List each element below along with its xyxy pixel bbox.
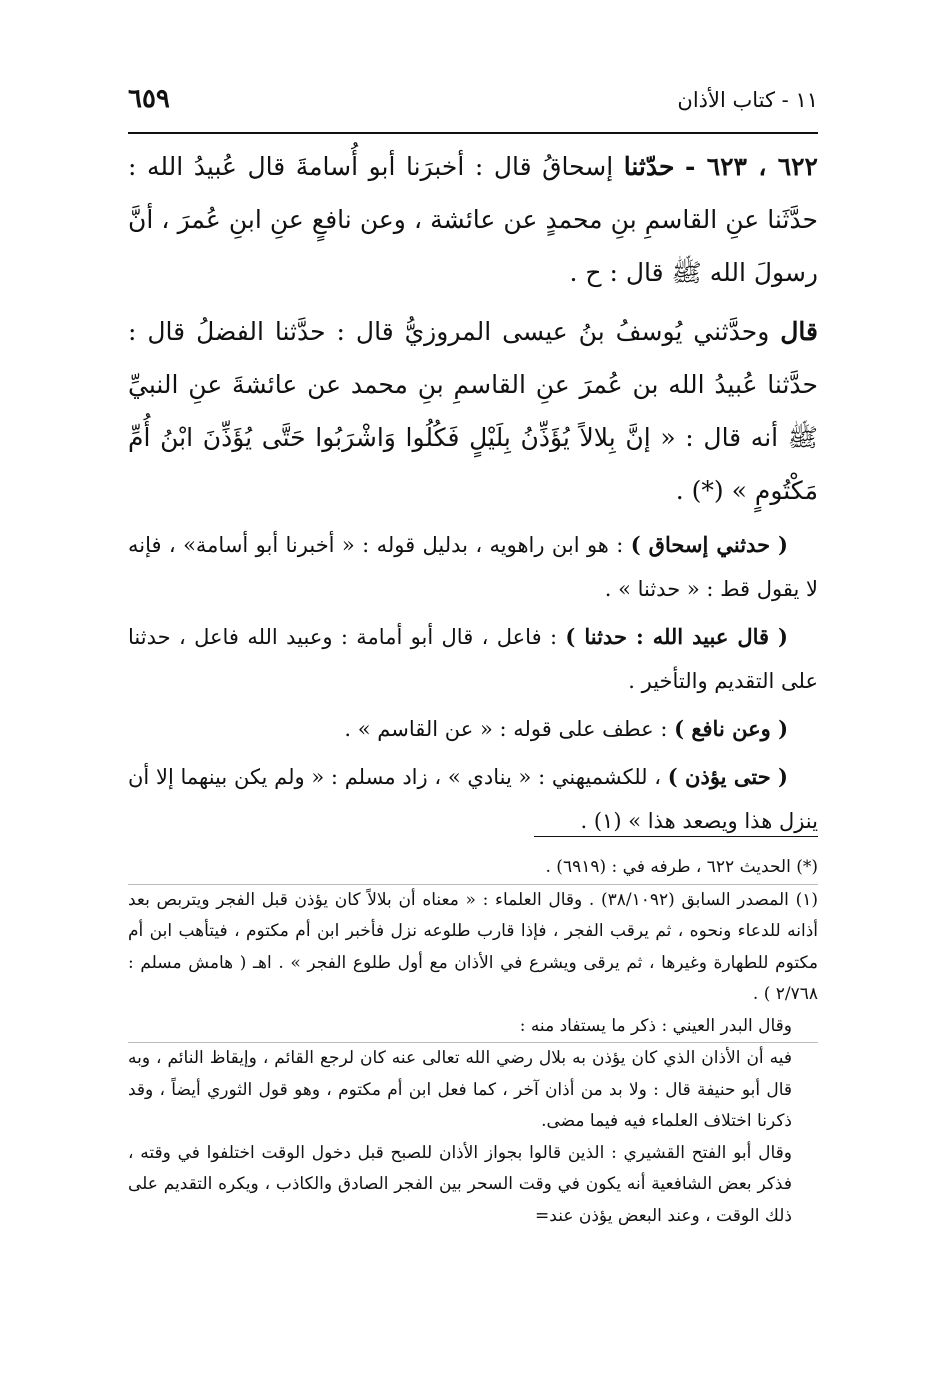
footnote-1-paragraph: فيه أن الأذان الذي كان يؤذن به بلال رضي الله تعالى عنه كان لرجع القائم ، وإيقاظ النائم ، وبه قال أبو حنيفة قال : ولا بد من أذان آخر ، كما فعل ابن أم مكتوم ، وهو قول الثوري أيضاً ، وقد ذكرنا اختلاف العلماء فيه فيما مضى. (128, 1048, 792, 1131)
hadith-lead-word-2: قال (780, 317, 818, 346)
commentary-text: : هو ابن راهويه ، بدليل قوله : « أخبرنا أبو أسامة» ، فإنه لا يقول قط : « حدثنا » . (128, 533, 818, 601)
hadith-paragraph-1 (128, 140, 818, 299)
chapter-title: ١١ - كتاب الأذان (677, 88, 818, 112)
running-header (128, 82, 818, 122)
main-text (128, 140, 818, 847)
hadith-lead-word: حدّثنا (623, 152, 675, 181)
hadith-text-2: وحدَّثني يُوسفُ بنُ عيسى المروزيُّ قال : حدَّثنا الفضلُ قال : حدَّثنا عُبيدُ الله بن عُمرَ عنِ القاسمِ بنِ محمد عن عائشةَ عنِ النبيِّ ﷺ أنه قال : « إنَّ بِلالاً يُؤَذِّنُ بِلَيْلٍ فَكُلُوا وَاشْرَبُوا حَتَّى يُؤَذِّنَ ابْنُ أُمِّ مَكْتُومٍ » (*) . (128, 317, 818, 505)
footnote-separator (534, 836, 818, 837)
hadith-paragraph-2 (128, 305, 818, 517)
commentary-item (128, 755, 818, 843)
commentary-item (128, 615, 818, 703)
commentary-heading: ( حدثني إسحاق ) (630, 532, 788, 557)
commentary-heading: ( وعن نافع ) (674, 716, 788, 741)
footnote-1-paragraph: وقال أبو الفتح القشيري : الذين قالوا بجواز الأذان للصبح قبل دخول الوقت اختلفوا في وقته ، فذكر بعض الشافعية أنه يكون في وقت السحر بين الفجر الصادق والكاذب ، ويكره التقديم على ذلك الوقت ، وعند البعض يؤذن عند= (128, 1142, 792, 1226)
hadith-text-1: إسحاقُ قال : أخبرَنا أبو أُسامةَ قال عُبيدُ الله : حدَّثَنا عنِ القاسمِ بنِ محمدٍ عن عائشة ، وعن نافعٍ عنِ ابنِ عُمرَ ، أنَّ رسولَ الله ﷺ قال : ح . (128, 152, 818, 287)
commentary-item (128, 707, 818, 751)
footnote-1-line: وقال البدر العيني : ذكر ما يستفاد منه : (519, 1015, 792, 1036)
commentary-text: : عطف على قوله : « عن القاسم » . (344, 717, 668, 741)
header-rule (128, 132, 818, 134)
commentary-item (128, 523, 818, 611)
footnotes (128, 852, 818, 1232)
commentary-heading: ( قال عبيد الله : حدثنا ) (565, 624, 788, 649)
footnote-star: (*) الحديث ٦٢٢ ، طرفه في : (٦٩١٩) . (545, 857, 818, 877)
footnote-1: (١) المصدر السابق (٣٨/١٠٩٢) . وقال العلماء : « معناه أن بلالاً كان يؤذن قبل الفجر ويتربص بعد أذانه للدعاء ونحوه ، ثم يرقب الفجر ، فإذا قارب طلوعه نزل فأخبر ابن أم مكتوم ، فيتأهب ابن أم مكتوم للطهارة وغيرها ، ثم يرقى ويشرع في الأذان مع أول طلوع الفجر » . اهـ ( هامش مسلم : ٢/٧٦٨ ) . (128, 889, 818, 1004)
hadith-number: ٦٢٢ ، ٦٢٣ - (685, 152, 818, 181)
commentary-text: ، للكشميهني : « ينادي » ، زاد مسلم : « ولم يكن بينهما إلا أن ينزل هذا ويصعد هذا » (١) . (128, 765, 818, 833)
commentary-text: : فاعل ، قال أبو أمامة : وعبيد الله فاعل ، حدثنا على التقديم والتأخير . (128, 625, 818, 693)
page-number: ٦٥٩ (128, 84, 170, 114)
commentary-heading: ( حتى يؤذن ) (667, 764, 788, 789)
